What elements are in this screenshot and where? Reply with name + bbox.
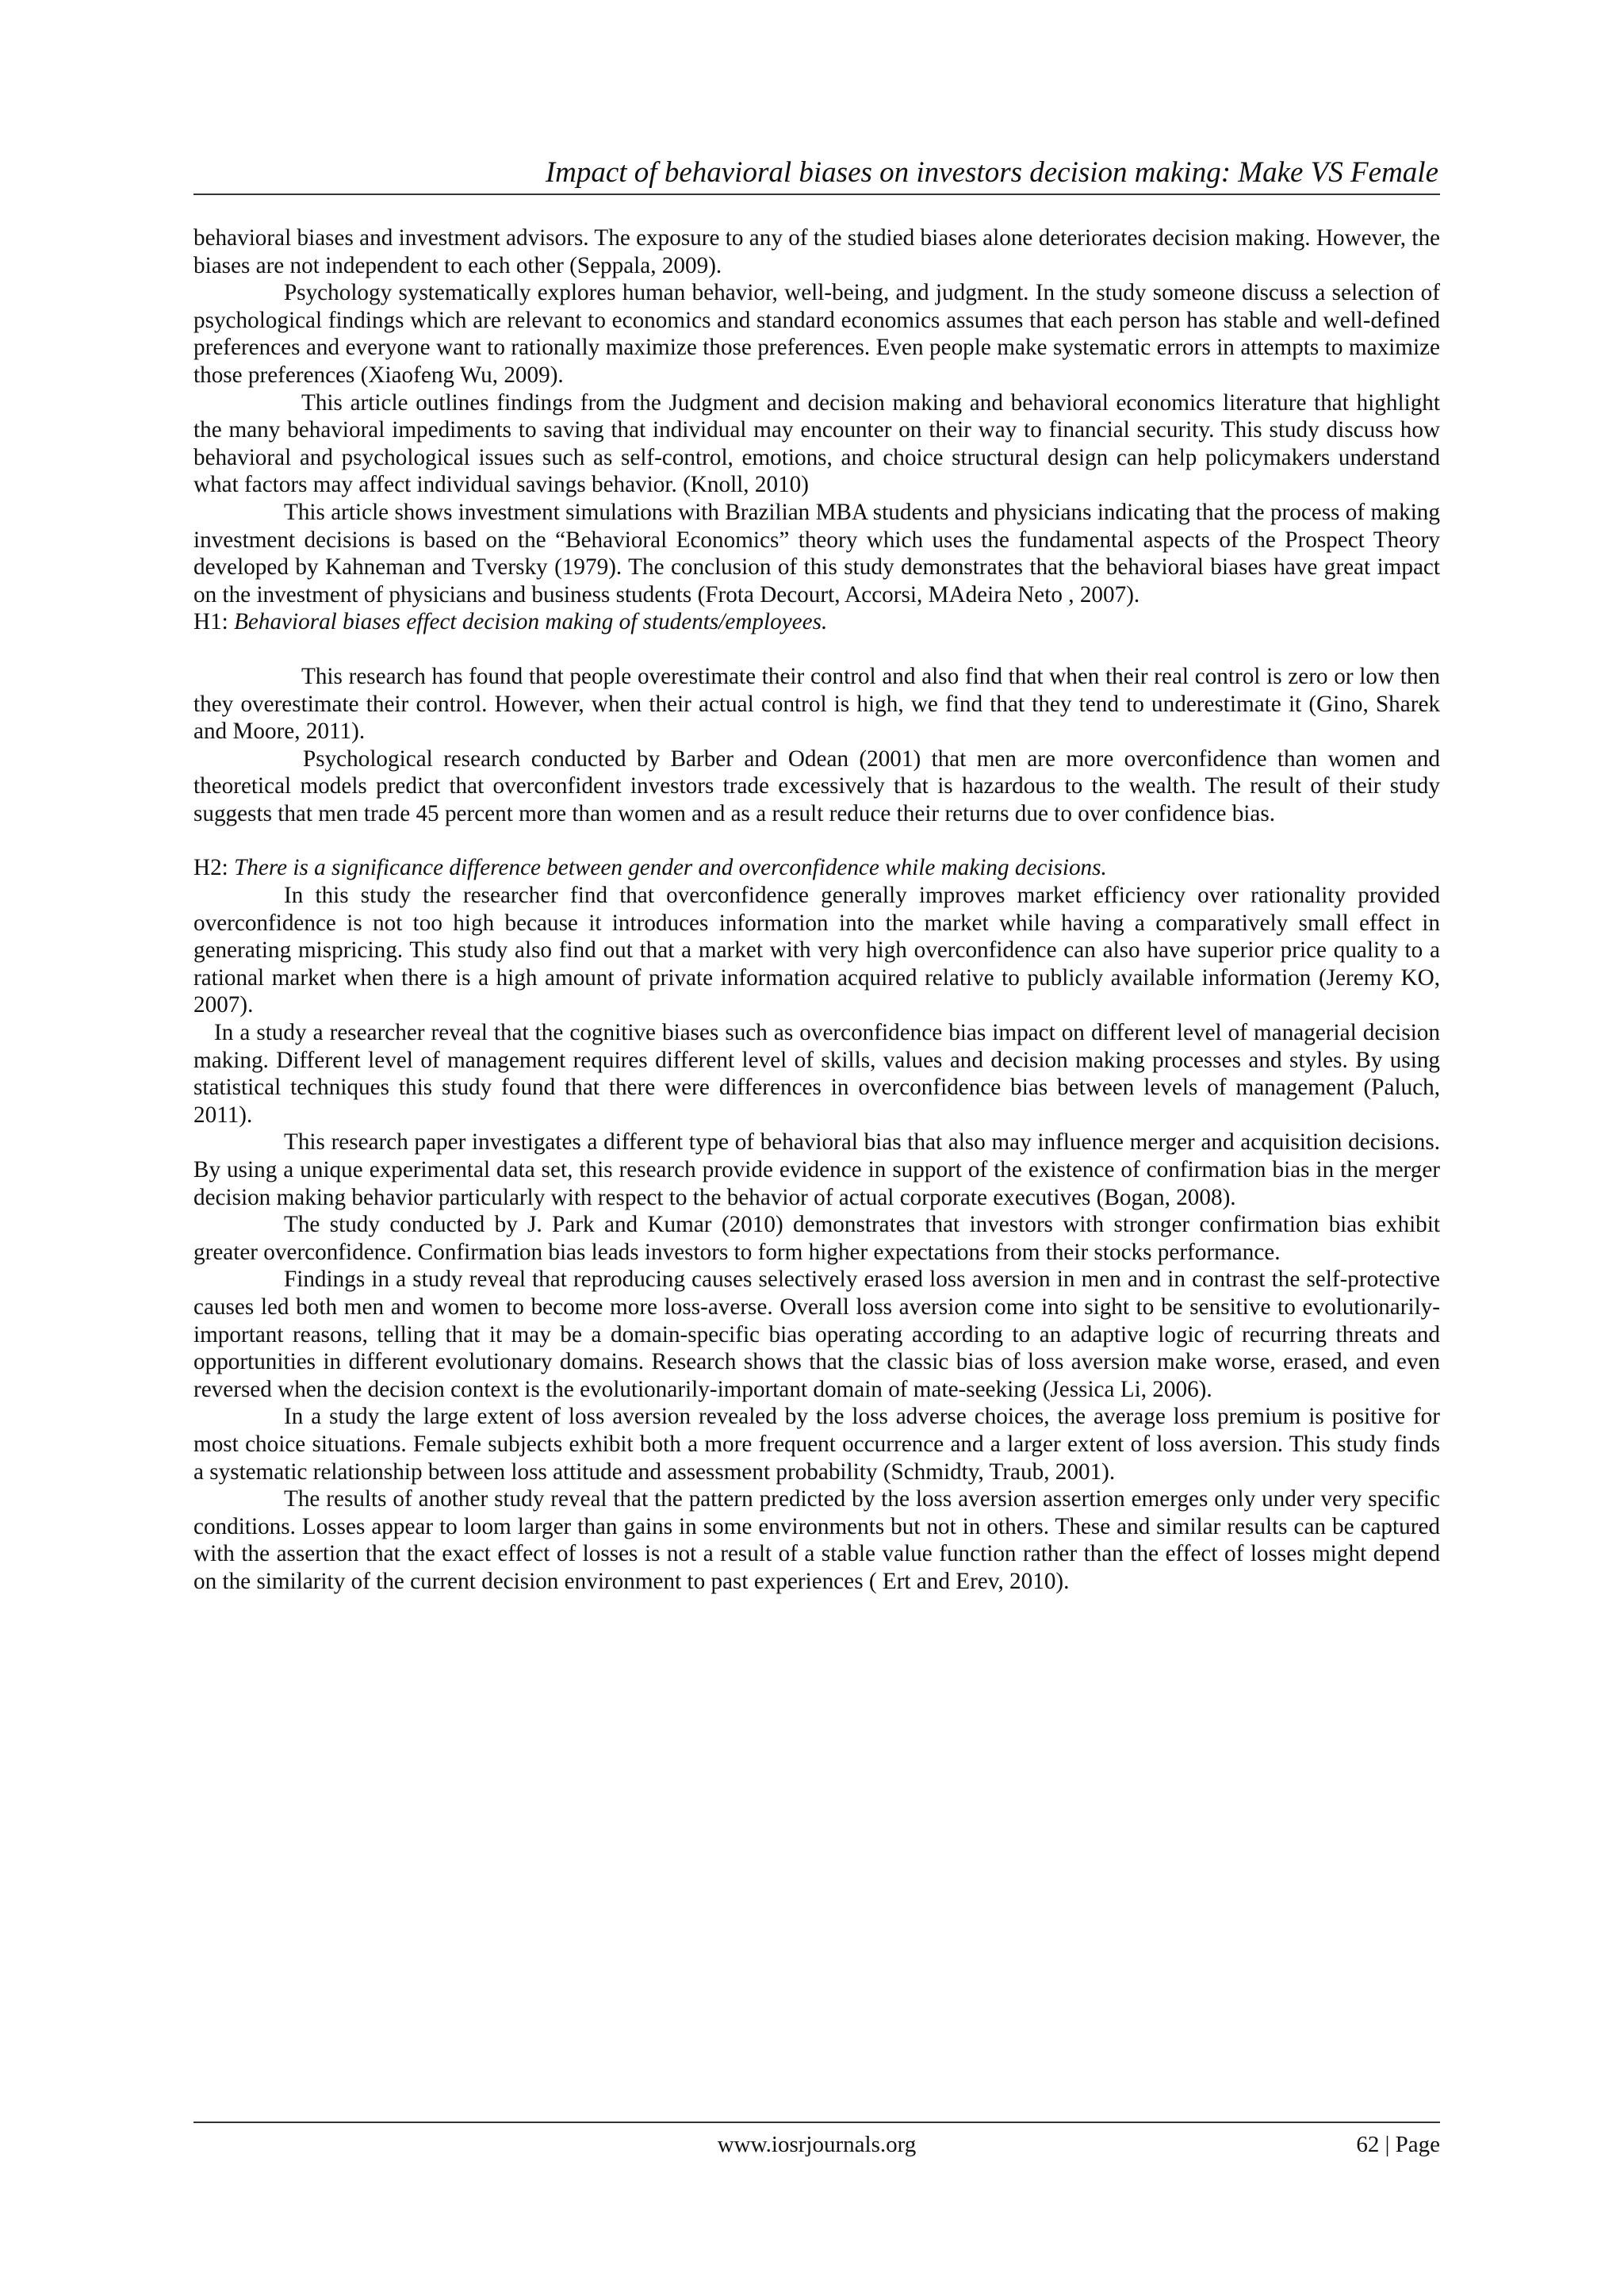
paragraph-8: In a study a researcher reveal that the cognitive biases such as overconfidence bias impact on different level of managerial decision making. Different level of management requires different level of skills, values and decision making processes and styles. By using statistical techniques this study found that there were differences in overconfidence bias between levels of management (Paluch, 2011).: [193, 1020, 1440, 1128]
paragraph-7: In this study the researcher find that overconfidence generally improves market efficiency over rationality provided overconfidence is not too high because it introduces information into the market while having a comparatively small effect in generating mispricing. This study also find out that a market with very high overconfidence can also have superior price quality to a rational market when there is a high amount of private information acquired relative to publicly available information (Jeremy KO, 2007).: [193, 883, 1440, 1018]
paragraph-1: behavioral biases and investment advisors. The exposure to any of the studied biases alone deteriorates decision making. However, the biases are not independent to each other (Seppala, 2009).: [193, 225, 1440, 278]
hypothesis-1: [193, 608, 1440, 636]
paragraph-4: This article shows investment simulations with Brazilian MBA students and physicians indicating that the process of making investment decisions is based on the “Behavioral Economics” theory which uses the fundamental aspects of the Prospect Theory developed by Kahneman and Tversky (1979). The conclusion of this study demonstrates that the behavioral biases have great impact on the investment of physicians and business students (Frota Decourt, Accorsi, MAdeira Neto , 2007).: [193, 499, 1440, 608]
header-divider: [193, 194, 1440, 195]
spacer: [193, 636, 1440, 663]
paragraph-2: Psychology systematically explores human behavior, well-being, and judgment. In the study someone discuss a selection of psychological findings which are relevant to economics and standard economics assumes that each person has stable and well-defined preferences and everyone want to rationally maximize those preferences. Even people make systematic errors in attempts to maximize those preferences (Xiaofeng Wu, 2009).: [193, 280, 1440, 388]
hypothesis-1-text: Behavioral biases effect decision making of students/employees.: [234, 609, 828, 635]
paragraph-13: The results of another study reveal that the pattern predicted by the loss aversion assertion emerges only under very specific conditions. Losses appear to loom larger than gains in some environments but not in others. These and similar results can be captured with the assertion that the exact effect of losses is not a result of a stable value function rather than the effect of losses might depend on the similarity of the current decision environment to past experiences ( Ert and Erev, 2010).: [193, 1486, 1440, 1594]
footer-divider: [193, 2122, 1440, 2123]
footer-page-number: 62 | Page: [1356, 2132, 1440, 2157]
paragraph-12: In a study the large extent of loss aversion revealed by the loss adverse choices, the average loss premium is positive for most choice situations. Female subjects exhibit both a more frequent occurrence and a larger extent of loss aversion. This study finds a systematic relationship between loss attitude and assessment probability (Schmidty, Traub, 2001).: [193, 1404, 1440, 1485]
paragraph-11: Findings in a study reveal that reproducing causes selectively erased loss aversion in men and in contrast the self-protective causes led both men and women to become more loss-averse. Overall loss aversion come into sight to be sensitive to evolutionarily-important reasons, telling that it may be a domain-specific bias operating according to an adaptive logic of recurring threats and opportunities in different evolutionary domains. Research shows that the classic bias of loss aversion make worse, erased, and even reversed when the decision context is the evolutionarily-important domain of mate-seeking (Jessica Li, 2006).: [193, 1267, 1440, 1402]
paragraph-10: The study conducted by J. Park and Kumar (2010) demonstrates that investors with stronger confirmation bias exhibit greater overconfidence. Confirmation bias leads investors to form higher expectations from their stocks performance.: [193, 1212, 1440, 1265]
footer-website: www.iosrjournals.org: [717, 2132, 917, 2157]
hypothesis-2-text: There is a significance difference between gender and overconfidence while making decisions.: [234, 855, 1107, 881]
hypothesis-1-label: H1:: [193, 609, 235, 635]
paragraph-9: This research paper investigates a different type of behavioral bias that also may influence merger and acquisition decisions. By using a unique experimental data set, this research provide evidence in support of the existence of confirmation bias in the merger decision making behavior particularly with respect to the behavior of actual corporate executives (Bogan, 2008).: [193, 1129, 1440, 1210]
hypothesis-2: [193, 854, 1440, 882]
running-header-title: Impact of behavioral biases on investors decision making: Make VS Female: [545, 156, 1438, 189]
paragraph-6: Psychological research conducted by Barber and Odean (2001) that men are more overconfidence than women and theoretical models predict that overconfident investors trade excessively that is hazardous to the wealth. The result of their study suggests that men trade 45 percent more than women and as a result reduce their returns due to over confidence bias.: [193, 746, 1440, 826]
body-text: [193, 224, 1440, 1596]
spacer: [193, 827, 1440, 854]
hypothesis-2-label: H2:: [193, 855, 235, 881]
paragraph-5: This research has found that people overestimate their control and also find that when their real control is zero or low then they overestimate their control. However, when their actual control is high, we find that they tend to underestimate it (Gino, Sharek and Moore, 2011).: [193, 663, 1440, 745]
paragraph-3: This article outlines findings from the Judgment and decision making and behavioral economics literature that highlight the many behavioral impediments to saving that individual may encounter on their way to financial security. This study discuss how behavioral and psychological issues such as self-control, emotions, and choice structural design can help policymakers understand what factors may affect individual savings behavior. (Knoll, 2010): [193, 389, 1440, 498]
page-footer: [193, 2132, 1440, 2164]
